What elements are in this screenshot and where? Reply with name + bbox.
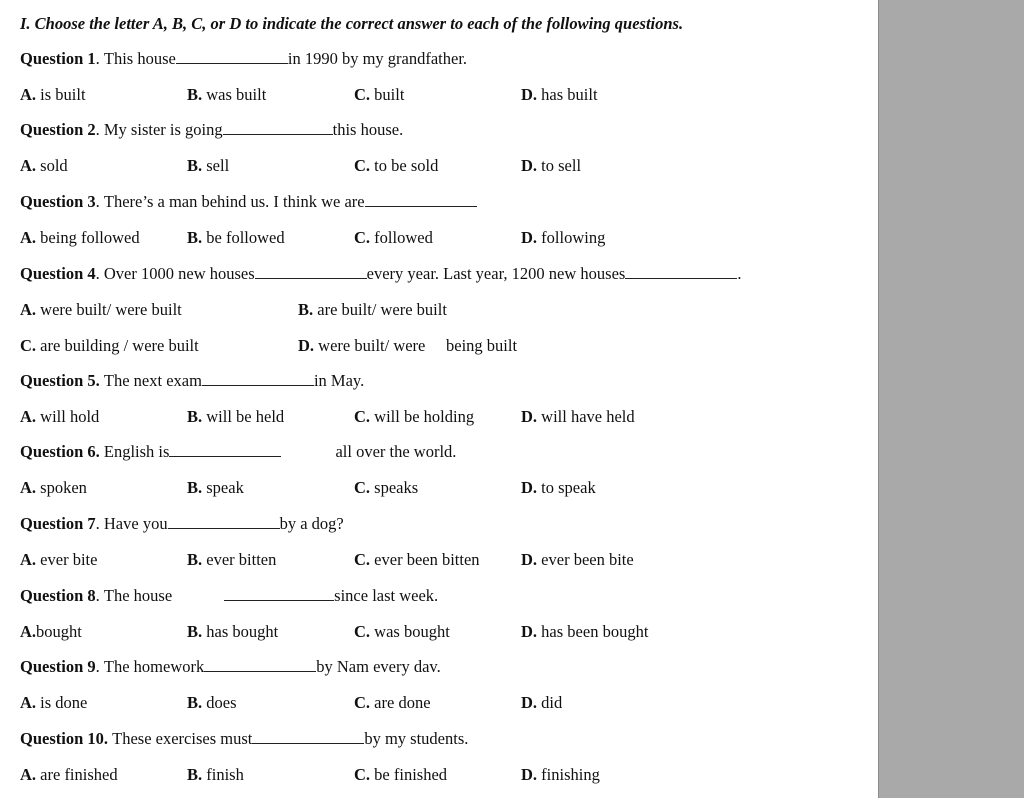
option-letter: D. (521, 622, 538, 641)
option-letter: D. (521, 693, 538, 712)
option-text: to sell (537, 156, 582, 175)
option-text: has built (537, 85, 598, 104)
question-separator: . (95, 514, 104, 533)
option-letter: C. (354, 622, 371, 641)
question-6 (20, 442, 456, 462)
option-b (187, 622, 278, 642)
answer-blank (224, 586, 334, 601)
option-d (521, 765, 600, 785)
answer-blank (365, 192, 477, 207)
option-letter: B. (187, 156, 203, 175)
option-letter: D. (521, 228, 538, 247)
question-text: by my students. (364, 729, 469, 748)
option-b (187, 407, 284, 427)
option-c (354, 765, 447, 785)
option-text: was built (202, 85, 267, 104)
question-text: since last week. (334, 586, 439, 605)
option-a (20, 85, 86, 105)
question-label: Question 3 (20, 192, 96, 211)
question-text: all over the world. (335, 442, 457, 461)
question-label: Question 8 (20, 586, 96, 605)
option-letter: D. (521, 765, 538, 784)
option-letter: C. (354, 85, 371, 104)
option-text: will hold (36, 407, 100, 426)
option-letter: A. (20, 156, 37, 175)
option-d (521, 478, 596, 498)
option-a (20, 622, 82, 642)
option-a (20, 228, 140, 248)
option-c (354, 407, 474, 427)
option-letter: A. (20, 300, 37, 319)
question-text: this house. (332, 120, 404, 139)
option-b (187, 478, 244, 498)
option-letter: C. (354, 550, 371, 569)
question-9 (20, 657, 441, 677)
option-text: ever been bite (537, 550, 634, 569)
option-text: finish (202, 765, 244, 784)
question-label: Question 10. (20, 729, 109, 748)
option-letter: D. (521, 156, 538, 175)
option-text: built (370, 85, 405, 104)
question-text: The next exam (103, 371, 202, 390)
option-d (521, 622, 648, 642)
question-7 (20, 514, 344, 534)
question-text: Have you (103, 514, 168, 533)
option-letter: B. (187, 550, 203, 569)
option-text: are finished (36, 765, 118, 784)
option-text: finishing (537, 765, 600, 784)
option-letter: B. (187, 478, 203, 497)
option-letter: B. (187, 622, 203, 641)
answer-blank (204, 657, 316, 672)
option-text: were built/ were being built (314, 336, 518, 355)
option-text: followed (370, 228, 433, 247)
question-separator: . (95, 264, 104, 283)
option-a (20, 765, 118, 785)
question-text: There’s a man behind us. I think we are (103, 192, 365, 211)
option-a (20, 478, 87, 498)
option-letter: D. (298, 336, 315, 355)
option-letter: C. (354, 478, 371, 497)
option-text: will have held (537, 407, 635, 426)
option-text: has been bought (537, 622, 649, 641)
question-text: by a dog? (279, 514, 344, 533)
option-a (20, 156, 68, 176)
option-letter: D. (521, 550, 538, 569)
option-letter: A. (20, 407, 37, 426)
option-letter: A. (20, 85, 37, 104)
option-b (187, 765, 244, 785)
option-text: spoken (36, 478, 87, 497)
option-text: sold (36, 156, 68, 175)
option-letter: A. (20, 622, 37, 641)
question-2 (20, 120, 403, 140)
question-text: The homework (103, 657, 205, 676)
option-text: be followed (202, 228, 285, 247)
question-label: Question 6. (20, 442, 100, 461)
option-letter: D. (521, 478, 538, 497)
option-b (187, 693, 237, 713)
option-letter: C. (354, 228, 371, 247)
option-text: was bought (370, 622, 450, 641)
option-b (187, 550, 276, 570)
question-text: in 1990 by my grandfather. (287, 49, 468, 68)
option-c (354, 228, 433, 248)
option-d (298, 336, 517, 356)
question-text: by Nam every dav. (316, 657, 441, 676)
option-letter: B. (187, 693, 203, 712)
option-b (187, 85, 266, 105)
option-letter: B. (187, 765, 203, 784)
option-letter: C. (354, 693, 371, 712)
answer-blank (625, 264, 737, 279)
option-a (20, 550, 97, 570)
question-1 (20, 49, 467, 69)
option-letter: A. (20, 478, 37, 497)
option-a (20, 407, 99, 427)
option-b (187, 228, 285, 248)
option-letter: C. (354, 407, 371, 426)
option-letter: A. (20, 765, 37, 784)
option-text: to speak (537, 478, 596, 497)
option-letter: A. (20, 550, 37, 569)
option-text: sell (202, 156, 230, 175)
option-c (354, 156, 438, 176)
option-a (20, 693, 87, 713)
option-text: has bought (202, 622, 279, 641)
option-letter: B. (187, 85, 203, 104)
question-text: This house (103, 49, 176, 68)
option-d (521, 693, 562, 713)
question-label: Question 1 (20, 49, 96, 68)
option-letter: C. (354, 156, 371, 175)
answer-blank (255, 264, 367, 279)
question-separator: . (95, 120, 104, 139)
question-text: in May. (313, 371, 365, 390)
option-text: following (537, 228, 606, 247)
option-text: bought (36, 622, 82, 641)
option-text: to be sold (370, 156, 439, 175)
option-c (354, 85, 404, 105)
option-d (521, 228, 605, 248)
question-text: . (737, 264, 742, 283)
option-text: are done (370, 693, 431, 712)
option-letter: C. (20, 336, 37, 355)
option-letter: A. (20, 693, 37, 712)
option-text: ever been bitten (370, 550, 480, 569)
option-text: will be held (202, 407, 285, 426)
instructions-heading: I. Choose the letter A, B, C, or D to indicate the correct answer to each of the following questions. (20, 14, 684, 33)
option-c (354, 478, 418, 498)
option-c (20, 336, 199, 356)
option-d (521, 85, 598, 105)
option-text: is done (36, 693, 88, 712)
option-text: are built/ were built (313, 300, 447, 319)
option-text: ever bite (36, 550, 98, 569)
question-separator: . (95, 49, 104, 68)
option-text: be finished (370, 765, 448, 784)
option-letter: C. (354, 765, 371, 784)
option-c (354, 622, 450, 642)
option-text: did (537, 693, 563, 712)
question-separator: . (95, 586, 104, 605)
question-text: These exercises must (112, 729, 253, 748)
question-label: Question 2 (20, 120, 96, 139)
answer-blank (169, 442, 281, 457)
question-text: Over 1000 new houses (103, 264, 255, 283)
option-text: speaks (370, 478, 419, 497)
option-c (354, 693, 431, 713)
question-text: English is (103, 442, 170, 461)
option-c (354, 550, 480, 570)
question-4 (20, 264, 741, 284)
question-8 (20, 586, 438, 606)
option-text: ever bitten (202, 550, 277, 569)
question-separator: . (95, 192, 104, 211)
option-text: being followed (36, 228, 140, 247)
question-separator: . (95, 657, 104, 676)
option-d (521, 550, 634, 570)
question-label: Question 9 (20, 657, 96, 676)
question-5 (20, 371, 364, 391)
option-b (187, 156, 229, 176)
answer-blank (252, 729, 364, 744)
question-label: Question 4 (20, 264, 96, 283)
option-text: does (202, 693, 237, 712)
question-3 (20, 192, 477, 212)
option-text: are building / were built (36, 336, 199, 355)
answer-blank (223, 120, 333, 135)
option-text: speak (202, 478, 244, 497)
option-d (521, 407, 635, 427)
page-edge-divider (878, 0, 879, 798)
question-10 (20, 729, 468, 749)
option-b (298, 300, 447, 320)
option-letter: D. (521, 85, 538, 104)
answer-blank (176, 49, 288, 64)
option-letter: B. (187, 228, 203, 247)
question-label: Question 5. (20, 371, 100, 390)
option-text: will be holding (370, 407, 475, 426)
question-text: My sister is going (103, 120, 223, 139)
option-letter: D. (521, 407, 538, 426)
option-a (20, 300, 182, 320)
option-letter: A. (20, 228, 37, 247)
question-text: every year. Last year, 1200 new houses (366, 264, 626, 283)
answer-blank (202, 371, 314, 386)
question-text: The house (103, 586, 173, 605)
option-letter: B. (187, 407, 203, 426)
question-label: Question 7 (20, 514, 96, 533)
option-text: were built/ were built (36, 300, 182, 319)
option-letter: B. (298, 300, 314, 319)
option-text: is built (36, 85, 86, 104)
answer-blank (168, 514, 280, 529)
option-d (521, 156, 581, 176)
